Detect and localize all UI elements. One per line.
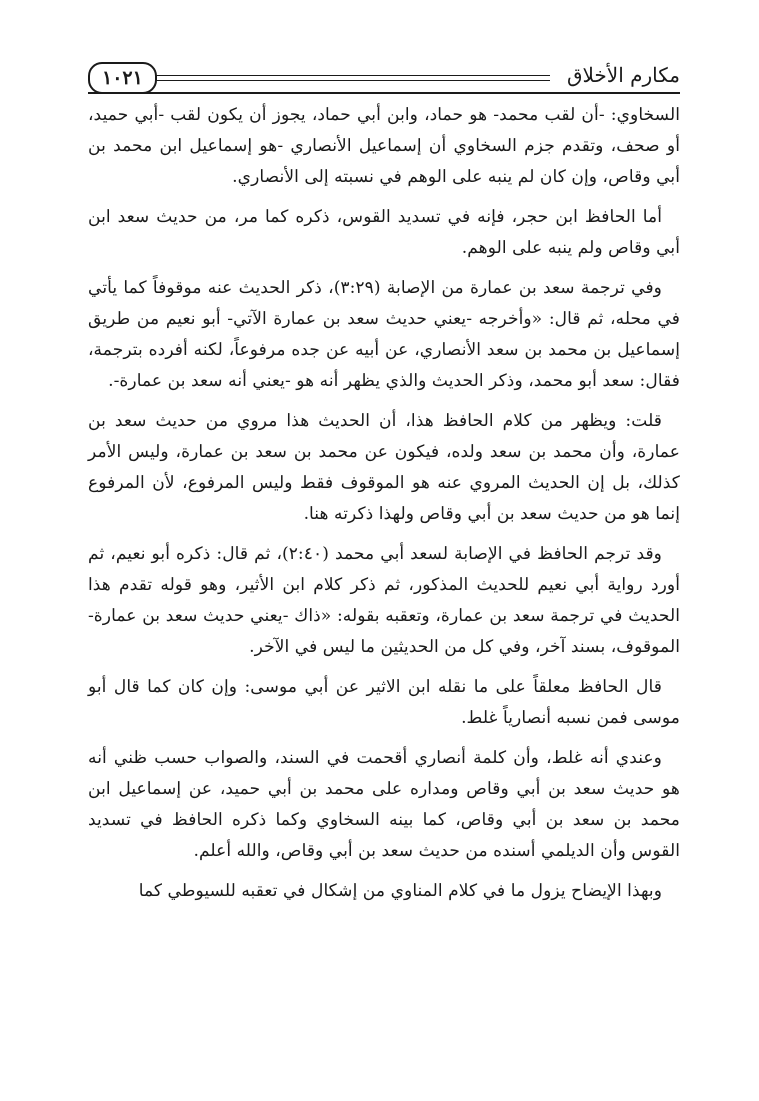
paragraph: وعندي أنه غلط، وأن كلمة أنصاري أقحمت في السند، والصواب حسب ظني أنه هو حديث سعد بن أبي وقاص ومداره على محمد بن أبي حميد، عن إسماعيل ابن محمد بن سعد بن أبي وقاص، كما بينه السخاوي وكما ذكره الحافظ في تسديد القوس وأن الديلمي أسنده من حديث سعد بن أبي وقاص، والله أعلم. (88, 748, 680, 861)
running-title: مكارم الأخلاق (566, 63, 680, 87)
header-rule-middle (148, 80, 550, 81)
paragraph: وبهذا الإيضاح يزول ما في كلام المناوي من إشكال في تعقبه للسيوطي كما (138, 881, 662, 901)
header-rule-bottom (88, 92, 680, 94)
paragraph: أما الحافظ ابن حجر، فإنه في تسديد القوس، ذكره كما مر، من حديث سعد ابن أبي وقاص ولم ينبه على الوهم. (88, 207, 680, 258)
paragraph: وقد ترجم الحافظ في الإصابة لسعد أبي محمد (٢:٤٠)، ثم قال: ذكره أبو نعيم، ثم أورد رواية أبي نعيم للحديث المذكور، ثم ذكر كلام ابن الأثير، وهو قوله تقدم هذا الحديث في ترجمة سعد بن عمارة، وتعقبه بقوله: «ذاك -يعني حديث سعد بن عمارة- الموقوف، بسند آخر، وفي كل من الحديثين ما ليس في الآخر. (88, 544, 680, 657)
paragraph: قلت: ويظهر من كلام الحافظ هذا، أن الحديث هذا مروي من حديث سعد بن عمارة، وأن محمد بن سعد ولده، فيكون عن محمد بن سعد بن عمارة، وليس الأمر كذلك، بل إن الحديث المروي عنه هو الموقوف فقط وليس المرفوع، لأن المرفوع إنما هو من حديث سعد بن أبي وقاص ولهذا ذكرته هنا. (88, 411, 680, 524)
paragraph: وفي ترجمة سعد بن عمارة من الإصابة (٣:٢٩)، ذكر الحديث عنه موقوفاً كما يأتي في محله، ثم قال: «وأخرجه -يعني حديث سعد بن عمارة الآتي- أبو نعيم من طريق إسماعيل بن محمد بن سعد الأنصاري، عن أبيه عن جده مرفوعاً، لكنه أفرده بترجمة، فقال: سعد أبو محمد، وذكر الحديث والذي يظهر أنه هو -يعني أنه سعد بن عمارة-. (88, 278, 680, 391)
paragraph: السخاوي: -أن لقب محمد- هو حماد، وابن أبي حماد، يجوز أن يكون لقب -أبي حميد، أو صحف، وتقدم جزم السخاوي أن إسماعيل الأنصاري -هو إسماعيل ابن محمد بن أبي وقاص، وإن كان لم ينبه على الوهم في نسبته إلى الأنصاري. (88, 105, 680, 187)
main-text (88, 100, 680, 916)
page-number: ١٠٢١ (88, 62, 157, 94)
page-header (88, 60, 680, 96)
header-rule-top (148, 75, 550, 76)
paragraph: قال الحافظ معلقاً على ما نقله ابن الاثير عن أبي موسى: وإن كان كما قال أبو موسى فمن نسبه أنصارياً غلط. (88, 677, 680, 728)
